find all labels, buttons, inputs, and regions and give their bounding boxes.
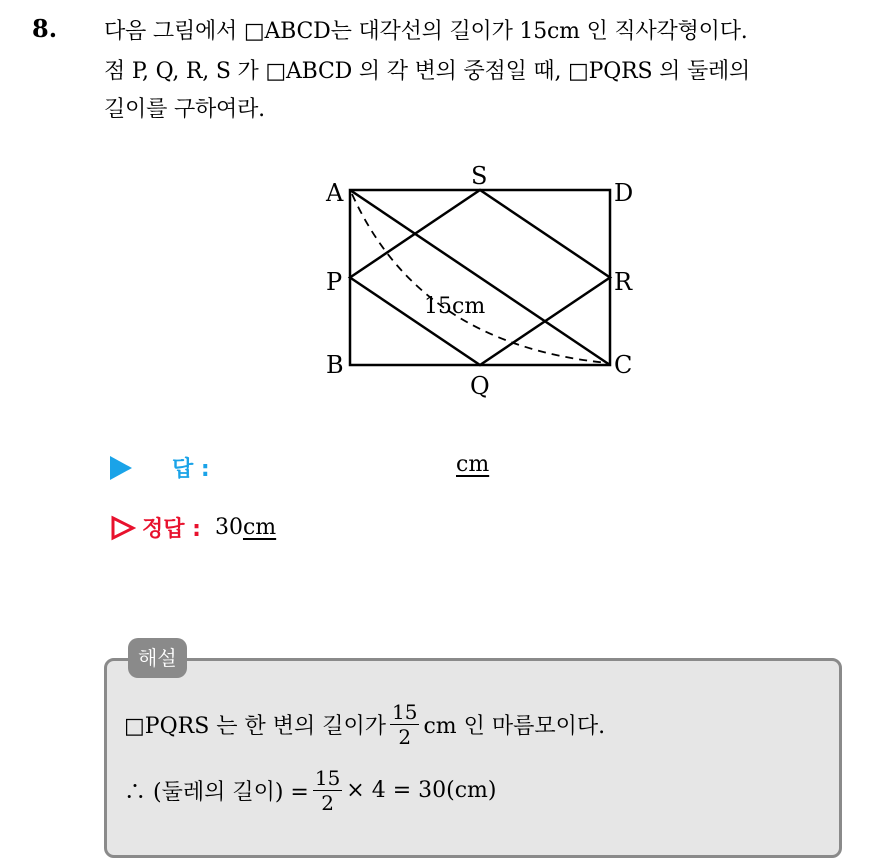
fraction — [390, 700, 419, 749]
correct-answer-value: 30 — [214, 515, 243, 540]
label-a: A — [326, 179, 344, 207]
label-q: Q — [470, 372, 490, 400]
label-c: C — [614, 351, 633, 379]
correct-answer-unit: cm — [242, 515, 277, 540]
label-p: P — [326, 268, 343, 296]
fraction — [313, 766, 342, 815]
solution-line-1 — [124, 700, 605, 749]
correct-answer-row — [110, 512, 276, 543]
question-number: 8. — [32, 14, 58, 43]
solution-tab: 해설 — [128, 638, 187, 678]
fraction-numerator: 15 — [392, 700, 418, 724]
label-d: D — [614, 179, 634, 207]
solution-line-2-suffix: × 4 = 30(cm) — [346, 778, 497, 803]
answer-row — [110, 452, 210, 483]
solution-line-1-suffix: cm 인 마름모이다. — [423, 714, 606, 739]
fraction-denominator: 2 — [398, 725, 412, 749]
solution-line-2-prefix: ∴ (둘레의 길이) = — [124, 780, 309, 805]
label-r: R — [614, 268, 633, 296]
play-icon — [110, 456, 132, 480]
fraction-numerator: 15 — [314, 766, 341, 790]
diagonal-length-label: 15cm — [424, 294, 486, 319]
solution-line-1-prefix: □PQRS 는 한 변의 길이가 — [124, 714, 386, 739]
question-text-line-3: 길이를 구하여라. — [104, 97, 265, 122]
rectangle-figure — [300, 150, 660, 400]
answer-label: 답 : — [172, 457, 210, 482]
solution-line-2 — [124, 766, 496, 815]
label-s: S — [471, 162, 488, 190]
outline-play-icon — [110, 515, 136, 541]
answer-unit: cm — [456, 452, 490, 477]
fraction-denominator: 2 — [321, 791, 334, 815]
question-text-line-1: 다음 그림에서 □ABCD는 대각선의 길이가 15cm 인 직사각형이다. — [104, 19, 748, 44]
diagonal-ac — [350, 190, 610, 365]
label-b: B — [326, 351, 344, 379]
solution-box — [104, 658, 842, 858]
correct-answer-label: 정답 : — [142, 517, 201, 542]
question-text-line-2: 점 P, Q, R, S 가 □ABCD 의 각 변의 중점일 때, □PQRS 의 둘레의 — [104, 59, 751, 84]
